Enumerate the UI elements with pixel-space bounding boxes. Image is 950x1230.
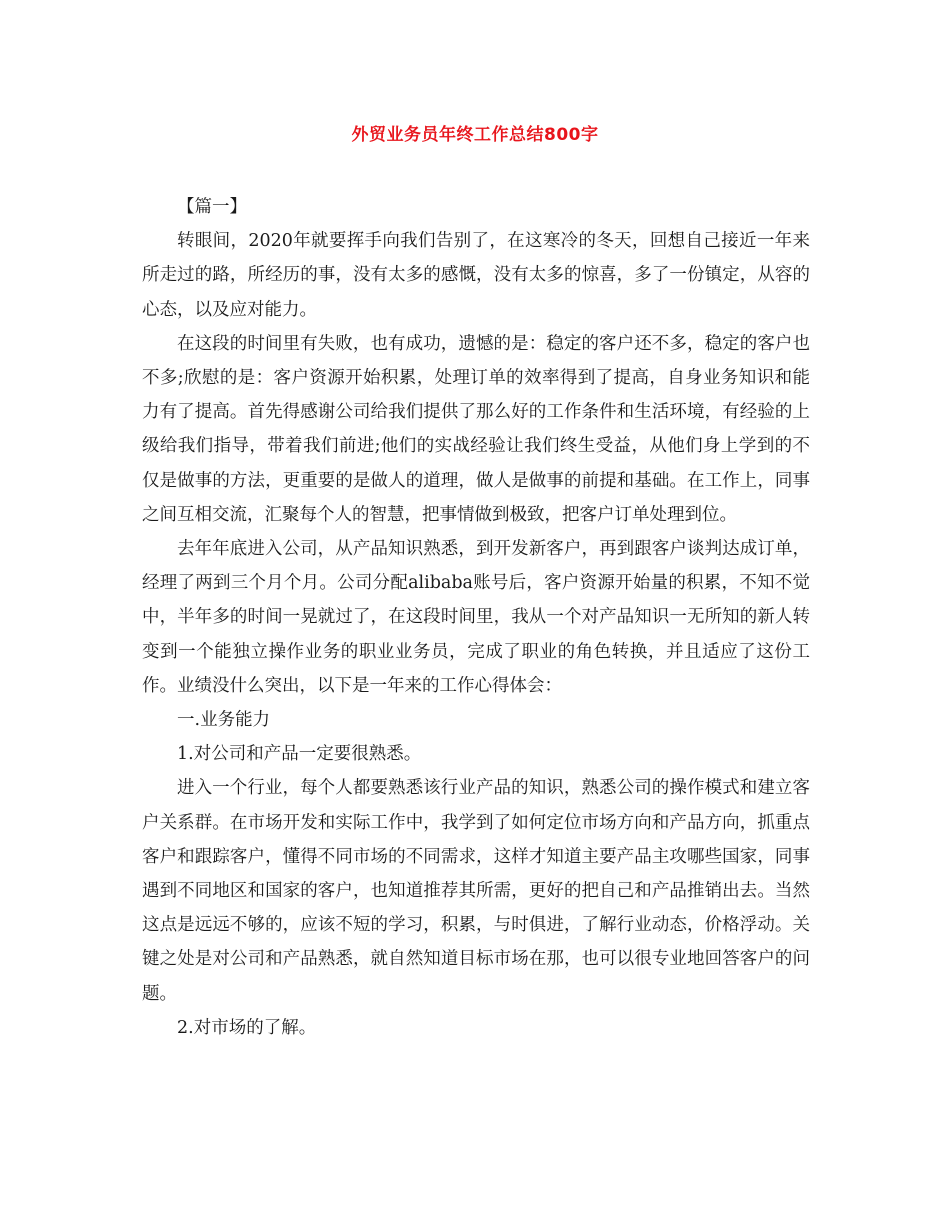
document-title: 外贸业务员年终工作总结800字 <box>351 125 599 145</box>
subheading-market-understanding: 2.对市场的了解。 <box>177 1017 317 1038</box>
heading-business-ability: 一.业务能力 <box>177 710 271 731</box>
document-body <box>142 190 810 1045</box>
paragraph-intro: 转眼间，2020年就要挥手向我们告别了，在这寒冷的冬天，回想自己接近一年来所走过的路，所经历的事，没有太多的感慨，没有太多的惊喜，多了一份镇定，从容的心态，以及应对能力。 <box>142 231 810 320</box>
paragraph-experience: 去年年底进入公司，从产品知识熟悉，到开发新客户，再到跟客户谈判达成订单，经理了两到三个月个月。公司分配alibaba账号后，客户资源开始量的积累，不知不觉中，半年多的时间一晃就过了，在这段时间里，我从一个对产品知识一无所知的新人转变到一个能独立操作业务的职业业务员，完成了职业的角色转换，并且适应了这份工作。业绩没什么突出，以下是一年来的工作心得体会： <box>142 539 810 696</box>
paragraph-reflection: 在这段的时间里有失败，也有成功，遗憾的是：稳定的客户还不多，稳定的客户也不多;欣慰的是：客户资源开始积累，处理订单的效率得到了提高，自身业务知识和能力有了提高。首先得感谢公司给我们提供了那么好的工作条件和生活环境，有经验的上级给我们指导，带着我们前进;他们的实战经验让我们终生受益，从他们身上学到的不仅是做事的方法，更重要的是做人的道理，做人是做事的前提和基础。在工作上，同事之间互相交流，汇聚每个人的智慧，把事情做到极致，把客户订单处理到位。 <box>142 333 810 525</box>
paragraph-industry-knowledge: 进入一个行业，每个人都要熟悉该行业产品的知识，熟悉公司的操作模式和建立客户关系群。在市场开发和实际工作中，我学到了如何定位市场方向和产品方向，抓重点客户和跟踪客户，懂得不同市场的不同需求，这样才知道主要产品主攻哪些国家，同事遇到不同地区和国家的客户，也知道推荐其所需，更好的把自己和产品推销出去。当然这点是远远不够的，应该不短的学习，积累，与时俱进，了解行业动态，价格浮动。关键之处是对公司和产品熟悉，就自然知道目标市场在那，也可以很专业地回答客户的问题。 <box>142 778 810 1004</box>
section-label-pian-yi: 【篇一】 <box>177 197 247 217</box>
subheading-know-company: 1.对公司和产品一定要很熟悉。 <box>177 744 422 765</box>
